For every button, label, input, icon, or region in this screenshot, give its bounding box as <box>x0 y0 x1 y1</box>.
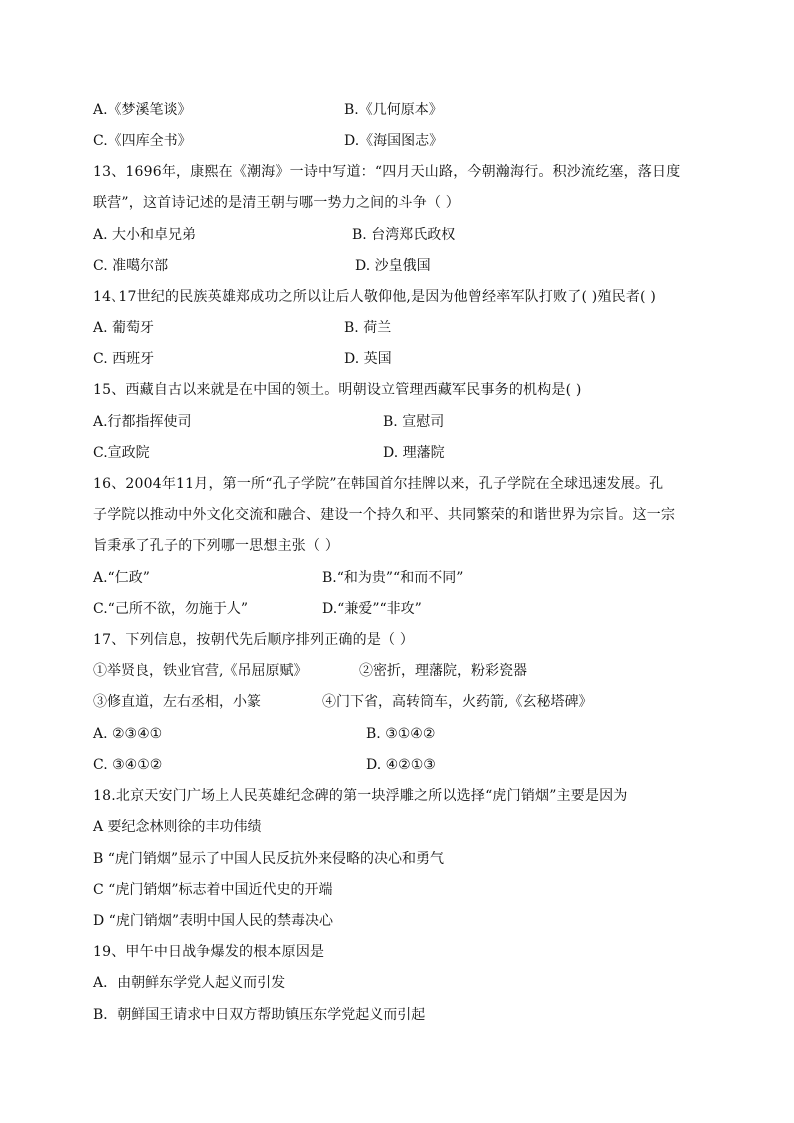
q17-info-2: ②密折，理藩院，粉彩瓷器 <box>359 663 527 679</box>
q17-option-d: D. ④②①③ <box>366 757 436 773</box>
q13-option-b: B. 台湾郑氏政权 <box>352 227 456 243</box>
q15-option-a: A.行都指挥使司 <box>93 414 192 430</box>
q13-option-c: C. 准噶尔部 <box>93 258 169 274</box>
q16-stem-line3: 旨秉承了孔子的下列哪一思想主张（ ） <box>93 538 340 554</box>
q16-stem-line2: 子学院以推动中外文化交流和融合、建设一个持久和平、共同繁荣的和谐世界为宗旨。这一宗 <box>93 507 676 523</box>
q16-stem-line1: 16、2004年11月，第一所“孔子学院”在韩国首尔挂牌以来，孔子学院在全球迅速发展。孔 <box>93 476 664 492</box>
q14-option-a: A. 葡萄牙 <box>93 320 155 336</box>
q17-info-3: ③修直道，左右丞相，小篆 <box>93 694 261 710</box>
q13-option-a: A. 大小和卓兄弟 <box>93 227 197 243</box>
q18-option-d: D “虎门销烟”表明中国人民的禁毒决心 <box>93 913 333 929</box>
q16-option-c: C.“己所不欲，勿施于人” <box>93 601 248 617</box>
q15-option-c: C.宣政院 <box>93 445 150 461</box>
q19-stem: 19、甲午中日战争爆发的根本原因是 <box>93 944 325 960</box>
q14-option-c: C. 西班牙 <box>93 351 155 367</box>
q18-option-b: B “虎门销烟”显示了中国人民反抗外来侵略的决心和勇气 <box>93 851 445 867</box>
q14-option-d: D. 英国 <box>344 351 392 367</box>
q16-option-b: B.“和为贵”“和而不同” <box>322 570 464 586</box>
q17-info-1: ①举贤良，铁业官营,《吊屈原赋》 <box>93 663 308 679</box>
q12-option-b: B.《几何原本》 <box>344 102 443 118</box>
q18-stem: 18.北京天安门广场上人民英雄纪念碑的第一块浮雕之所以选择“虎门销烟”主要是因为 <box>93 788 628 804</box>
q13-stem-line2: 联营”，这首诗记述的是清王朝与哪一势力之间的斗争（ ） <box>93 195 461 211</box>
q13-stem-line1: 13、1696年，康熙在《潮海》一诗中写道：“四月天山路，今朝瀚海行。积沙流纥塞，落日度 <box>93 164 681 180</box>
q14-option-b: B. 荷兰 <box>344 320 392 336</box>
q17-stem: 17、下列信息，按朝代先后顺序排列正确的是（ ） <box>93 632 415 648</box>
q17-option-a: A. ②③④① <box>93 726 163 742</box>
q17-option-c: C. ③④①② <box>93 757 163 773</box>
q19-option-b: B．朝鲜国王请求中日双方帮助镇压东学党起义而引起 <box>93 1007 426 1023</box>
q18-option-c: C “虎门销烟”标志着中国近代史的开端 <box>93 882 333 898</box>
q15-option-d: D. 理藩院 <box>383 445 445 461</box>
q12-option-d: D.《海国图志》 <box>344 133 444 149</box>
q14-stem: 14､17世纪的民族英雄郑成功之所以让后人敬仰他,是因为他曾经率军队打败了( )殖民者( ) <box>93 289 657 305</box>
q17-option-b: B. ③①④② <box>366 726 436 742</box>
q12-option-a: A.《梦溪笔谈》 <box>93 102 192 118</box>
q15-option-b: B. 宣慰司 <box>383 414 445 430</box>
q17-info-4: ④门下省，高转筒车，火药箭,《玄秘塔碑》 <box>322 694 593 710</box>
q18-option-a: A 要纪念林则徐的丰功伟绩 <box>93 819 262 835</box>
q13-option-d: D. 沙皇俄国 <box>355 258 431 274</box>
q12-option-c: C.《四库全书》 <box>93 133 192 149</box>
q19-option-a: A．由朝鲜东学党人起义而引发 <box>93 975 286 991</box>
q15-stem: 15、西藏自古以来就是在中国的领土。明朝设立管理西藏军民事务的机构是( ) <box>93 382 582 398</box>
q16-option-a: A.“仁政” <box>93 570 150 586</box>
q16-option-d: D.“兼爱”“非攻” <box>322 601 422 617</box>
